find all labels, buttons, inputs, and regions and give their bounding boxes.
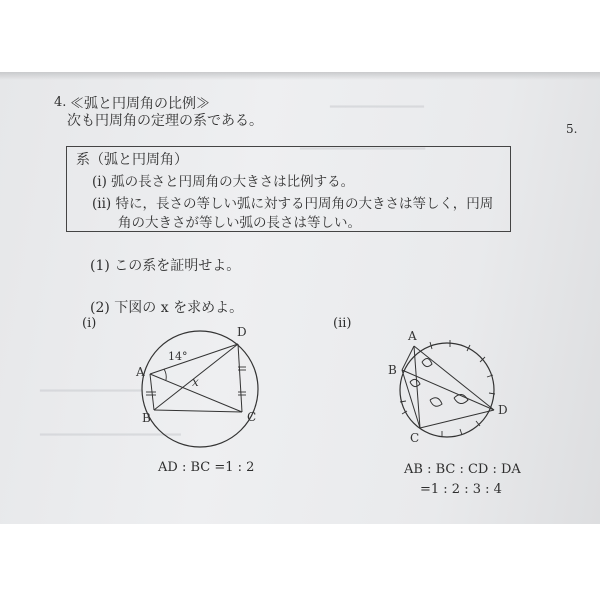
- segment-AB: [154, 410, 242, 412]
- point-A: B: [142, 411, 151, 425]
- segment-CB: [238, 344, 242, 412]
- bleed-through: ━━━━━━━━━━━━━: [40, 384, 142, 399]
- bleed-through: ━━━━━━━━━━━━━━━━: [300, 142, 426, 157]
- segment-DC: [150, 344, 238, 374]
- point-B: B: [388, 363, 397, 377]
- figure-1-diagram: [130, 322, 270, 457]
- bleed-through: ━━━━━━━━━━━━━━━━━━: [40, 428, 181, 443]
- bleed-through: ━━━━━━━━━━━━: [330, 100, 424, 115]
- problem-title: ≪弧と円周角の比例≫: [70, 96, 210, 112]
- corollary-item-ii: (ii) 特に，長さの等しい弧に対する円周角の大きさは等しく，円周: [92, 196, 494, 212]
- point-D: D: [498, 403, 508, 417]
- point-B: C: [247, 410, 257, 424]
- figure-2-label: (ii): [333, 316, 352, 331]
- figure-2-ratio-values: =1 : 2 : 3 : 4: [420, 482, 502, 497]
- segment-CD: [420, 410, 494, 428]
- part-2: (2) 下図の x を求めよ。: [90, 300, 244, 316]
- corollary-item-ii-cont: 角の大きさが等しい弧の長さは等しい。: [118, 215, 361, 231]
- figure-1-label: (i): [82, 316, 97, 331]
- angle-arc: [164, 369, 166, 380]
- figure-2-diagram: [372, 322, 517, 457]
- segment-AD: [414, 346, 494, 410]
- point-D: A: [136, 365, 145, 379]
- next-problem-number: 5.: [566, 122, 578, 136]
- part-1: (1) この系を証明せよ。: [90, 258, 241, 274]
- figure-1-ratio: AD : BC =1 : 2: [158, 460, 255, 475]
- angle-x-label: x: [192, 375, 199, 389]
- figure-2-ratio: AB : BC : CD : DA: [404, 462, 521, 477]
- corollary-item-i: (i) 弧の長さと円周角の大きさは比例する。: [92, 174, 355, 190]
- point-C: D: [237, 325, 247, 339]
- problem-intro: 次も円周角の定理の系である。: [67, 113, 263, 129]
- point-C: C: [410, 431, 420, 445]
- problem-number: 4.: [54, 95, 67, 110]
- corollary-title: 系（弧と円周角）: [76, 152, 188, 168]
- angle-label: 14°: [168, 350, 188, 363]
- point-A: A: [408, 329, 417, 343]
- page-shadow: [0, 72, 600, 80]
